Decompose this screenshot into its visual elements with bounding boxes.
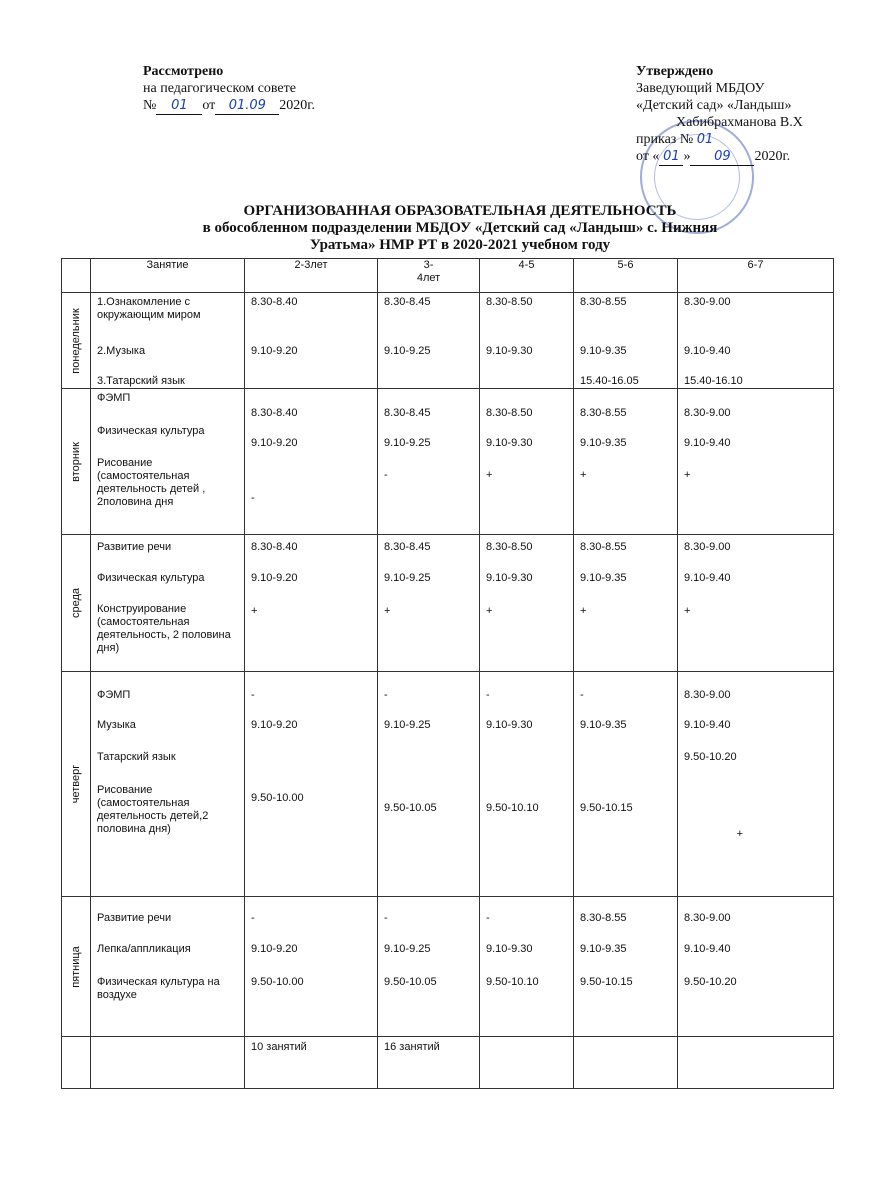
corner-cell (62, 259, 91, 293)
right-header (636, 63, 803, 166)
times-friday-5-6: 8.30-8.55 9.10-9.35 9.50-10.15 (574, 897, 678, 1037)
day-tuesday: вторник (62, 389, 91, 535)
times-wednesday-5-6: 8.30-8.55 9.10-9.35 + (574, 535, 678, 672)
right-header-title: Утверждено (636, 64, 714, 79)
times-wednesday-2-3: 8.30-8.40 9.10-9.20 + (245, 535, 378, 672)
activities-friday: Развитие речи Лепка/аппликация Физическая культура на воздухе (91, 897, 245, 1037)
times-monday-3-4: 8.30-8.45 9.10-9.25 (378, 293, 480, 389)
times-wednesday-3-4: 8.30-8.45 9.10-9.25 + (378, 535, 480, 672)
activities-monday: 1.Ознакомление с окружающим миром 2.Музыка 3.Татарский язык (91, 293, 245, 389)
times-wednesday-4-5: 8.30-8.50 9.10-9.30 + (480, 535, 574, 672)
order-number: 01 (696, 132, 714, 147)
left-header-number-line: № 01 от 01.09 2020г. (143, 98, 315, 113)
day-wednesday: среда (62, 535, 91, 672)
document-title: ОРГАНИЗОВАННАЯ ОБРАЗОВАТЕЛЬНАЯ ДЕЯТЕЛЬНОСТЬ в обособленном подразделении МБДОУ «Детский сад «Ландыш» с. Нижняя Уратьма» НМР РТ в 2020-2021 учебном году (202, 203, 718, 253)
times-monday-4-5: 8.30-8.50 9.10-9.30 (480, 293, 574, 389)
left-header-line1: на педагогическом совете (143, 81, 296, 96)
table-row-totals (62, 1037, 834, 1089)
header-age-4-5: 4-5 (480, 259, 574, 293)
total-3-4: 16 занятий (378, 1037, 480, 1089)
table-row-wednesday (62, 535, 834, 672)
times-friday-3-4: - 9.10-9.25 9.50-10.05 (378, 897, 480, 1037)
header-age-5-6: 5-6 (574, 259, 678, 293)
times-friday-6-7: 8.30-9.00 9.10-9.40 9.50-10.20 (678, 897, 834, 1037)
table-row-monday (62, 293, 834, 389)
times-wednesday-6-7: 8.30-9.00 9.10-9.40 + (678, 535, 834, 672)
order-month: 09 (690, 148, 754, 166)
table-row-thursday (62, 672, 834, 897)
council-date: 01.09 (215, 97, 279, 115)
total-2-3: 10 занятий (245, 1037, 378, 1089)
table-row-friday (62, 897, 834, 1037)
header-age-3-4: 3- 4лет (378, 259, 480, 293)
activities-wednesday: Развитие речи Физическая культура Конструирование (самостоятельная деятельность, 2 половина дня) (91, 535, 245, 672)
header-age-6-7: 6-7 (678, 259, 834, 293)
order-date-line: от « 01 » 09 2020г. (636, 149, 791, 164)
times-thursday-6-7: 8.30-9.00 9.10-9.40 9.50-10.20 + (678, 672, 834, 897)
day-friday: пятница (62, 897, 91, 1037)
right-header-line2: «Детский сад» «Ландыш» (636, 98, 792, 113)
header-age-2-3: 2-3лет (245, 259, 378, 293)
times-tuesday-3-4: 8.30-8.45 9.10-9.25 - (378, 389, 480, 535)
activities-thursday: ФЭМП Музыка Татарский язык Рисование (самостоятельная деятельность детей,2 половина дня) (91, 672, 245, 897)
times-thursday-2-3: - 9.10-9.20 9.50-10.00 (245, 672, 378, 897)
table-header-row (62, 259, 834, 293)
times-tuesday-6-7: 8.30-9.00 9.10-9.40 + (678, 389, 834, 535)
left-header (143, 63, 315, 115)
times-thursday-5-6: - 9.10-9.35 9.50-10.15 (574, 672, 678, 897)
times-tuesday-2-3: 8.30-8.40 9.10-9.20 - (245, 389, 378, 535)
header-activity: Занятие (91, 259, 245, 293)
times-thursday-3-4: - 9.10-9.25 9.50-10.05 (378, 672, 480, 897)
left-header-title: Рассмотрено (143, 64, 224, 79)
times-monday-2-3: 8.30-8.40 9.10-9.20 (245, 293, 378, 389)
day-monday: понедельник (62, 293, 91, 389)
right-header-line1: Заведующий МБДОУ (636, 81, 765, 96)
times-monday-6-7: 8.30-9.00 9.10-9.40 15.40-16.10 (678, 293, 834, 389)
times-friday-2-3: - 9.10-9.20 9.50-10.00 (245, 897, 378, 1037)
times-tuesday-4-5: 8.30-8.50 9.10-9.30 + (480, 389, 574, 535)
times-monday-5-6: 8.30-8.55 9.10-9.35 15.40-16.05 (574, 293, 678, 389)
day-thursday: четверг (62, 672, 91, 897)
activities-tuesday: ФЭМП Физическая культура Рисование (самостоятельная деятельность детей , 2половина дня (91, 389, 245, 535)
order-day: 01 (659, 148, 683, 166)
council-number: 01 (156, 97, 202, 115)
times-friday-4-5: - 9.10-9.30 9.50-10.10 (480, 897, 574, 1037)
order-line: приказ № 01 (636, 132, 714, 147)
right-header-line3: Хабибрахманова В.Х (676, 115, 803, 130)
times-thursday-4-5: - 9.10-9.30 9.50-10.10 (480, 672, 574, 897)
times-tuesday-5-6: 8.30-8.55 9.10-9.35 + (574, 389, 678, 535)
table-row-tuesday (62, 389, 834, 535)
schedule-table (61, 258, 834, 1089)
